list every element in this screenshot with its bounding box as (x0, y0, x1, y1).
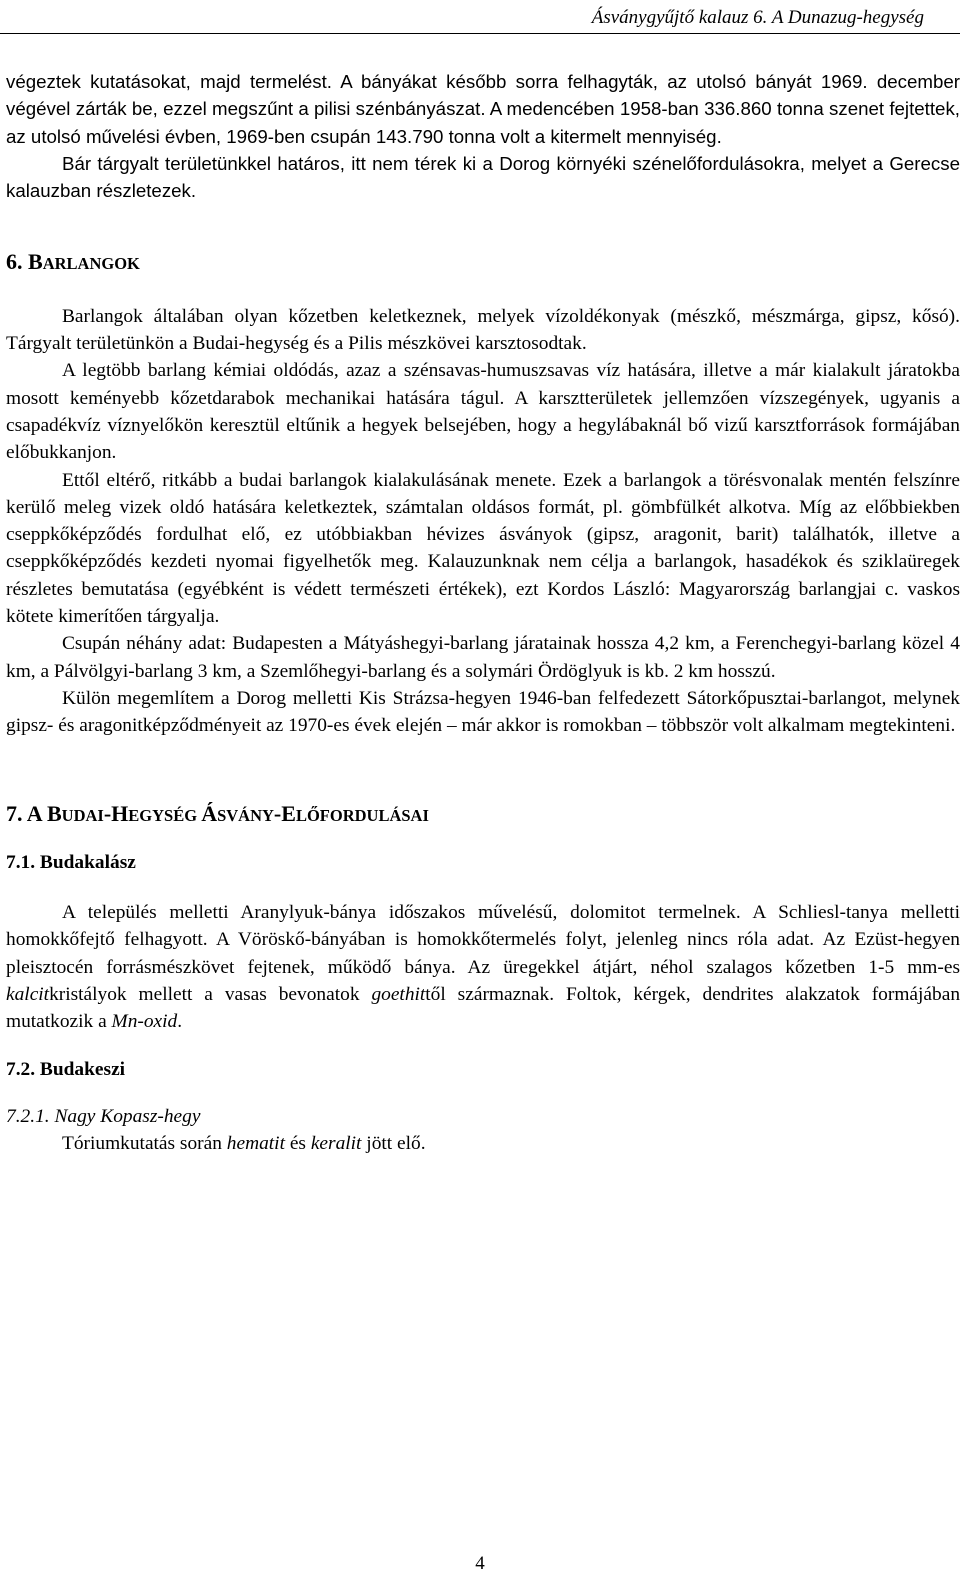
intro-paragraph-1: végeztek kutatásokat, majd termelést. A bányákat később sorra felhagyták, az utolsó bányát 1969. december végével zárták be, ezzel megszűnt a pilisi szénbányászat. A medencében 1958-ban 336.860 tonna szenet fejtettek, az utolsó művelési évben, 1969-ben csupán 143.790 tonna volt a kitermelt mennyiség. (6, 71, 960, 147)
page-number: 4 (475, 1553, 485, 1574)
section-6-heading: 6. BARLANGOK (6, 249, 140, 275)
mineral-kalcit: kalcit (6, 984, 50, 1006)
mineral-mn-oxid: Mn-oxid (111, 1011, 178, 1033)
subsection-7-2-1-heading: 7.2.1. Nagy Kopasz-hegy (6, 1105, 201, 1127)
page-content (6, 68, 960, 1158)
mineral-hematit: hematit (226, 1133, 285, 1155)
intro-paragraph-2: Bár tárgyalt területünkkel határos, itt nem térek ki a Dorog környéki szénelőfordulásokra, melyet a Gerecse kalauzban részletezek. (6, 152, 960, 202)
section-6-paragraph-1: Barlangok általában olyan kőzetben keletkeznek, melyek vízoldékonyak (mészkő, mészmárga, gipsz, kősó). Tárgyalt területünkön a Budai-hegység és a Pilis mészkövei karsztosodtak. (6, 305, 960, 355)
page-header (0, 3, 960, 34)
section-6-paragraph-2: A legtöbb barlang kémiai oldódás, azaz a szénsavas-humuszsavas víz hatására, illetve a már kialakult járatokba mosott keményebb kőzetdarabok mechanikai hatására tágul. A karsztterületek jellemzően vízszegények, ugyanis a csapadékvíz víznyelőkön keresztül eltűnik a hegyek belsejében, hogy a hegylábaknál bő vizű karsztforrások formájában előbukkanjon. (6, 360, 960, 464)
mineral-keralit: keralit (310, 1133, 362, 1155)
subsection-7-2-heading: 7.2. Budakeszi (6, 1058, 126, 1080)
mineral-goethit: goethit (371, 984, 426, 1006)
section-6-paragraph-5: Külön megemlítem a Dorog melletti Kis Strázsa-hegyen 1946-ban felfedezett Sátorkőpusztai-barlangot, melynek gipsz- és aragonitképződményeit az 1970-es évek elején – már akkor is romokban – többször volt alkalmam megtekinteni. (6, 687, 960, 737)
section-6-paragraph-4: Csupán néhány adat: Budapesten a Mátyáshegyi-barlang járatainak hossza 4,2 km, a Ferenchegyi-barlang közel 4 km, a Pálvölgyi-barlang 3 km, a Szemlőhegyi-barlang és a solymári Ördöglyuk is kb. 2 km hosszú. (6, 633, 960, 682)
subsection-7-1-heading: 7.1. Budakalász (6, 851, 136, 873)
subsection-7-1-paragraph: A település melletti Aranylyuk-bánya időszakos művelésű, dolomitot termelnek. A Schliesl-tanya melletti homokkőfejtő felhagyott. A Vöröskő-bányában is homokkőtermelés folyt, jelenleg nincs róla adat. Az Ezüst-hegyen pleisztocén forrásmészkövet fejtenek, működő bánya. Az üregekkel átjárt, néhol szalagos kőzetben 1-5 mm-es kalcitkristályok mellett a vasas bevonatok goethittől származnak. Foltok, kérgek, dendrites alakzatok formájában mutatkozik a Mn-oxid. (6, 902, 960, 1033)
subsection-7-2-1-paragraph: Tóriumkutatás során hematit és keralit jött elő. (62, 1133, 426, 1155)
section-6-paragraph-3: Ettől eltérő, ritkább a budai barlangok kialakulásának menete. Ezek a barlangok a törésvonalak mentén felszínre kerülő meleg vizek oldó hatására keletkeztek, számtalan oldásos formát, pl. gömbfülkét alkotva. Míg az előbbiekben cseppkőképződés fordulhat elő, ez utóbbiakban hévizes ásványok (gipsz, aragonit, barit) találhatók, illetve a cseppkőképződés kezdeti nyomai figyelhetők meg. Kalauzunknak nem célja a barlangok, hasadékok és sziklaüregek részletes bemutatása (egyébként is védett természeti értékek), ezt Kordos László: Magyarország barlangjai c. vaskos kötete kimerítően tárgyalja. (6, 469, 960, 628)
running-title: Ásványgyűjtő kalauz 6. A Dunazug-hegység (591, 7, 924, 28)
section-7-heading: 7. A BUDAI-HEGYSÉG ÁSVÁNY-ELŐFORDULÁSAI (6, 800, 429, 826)
